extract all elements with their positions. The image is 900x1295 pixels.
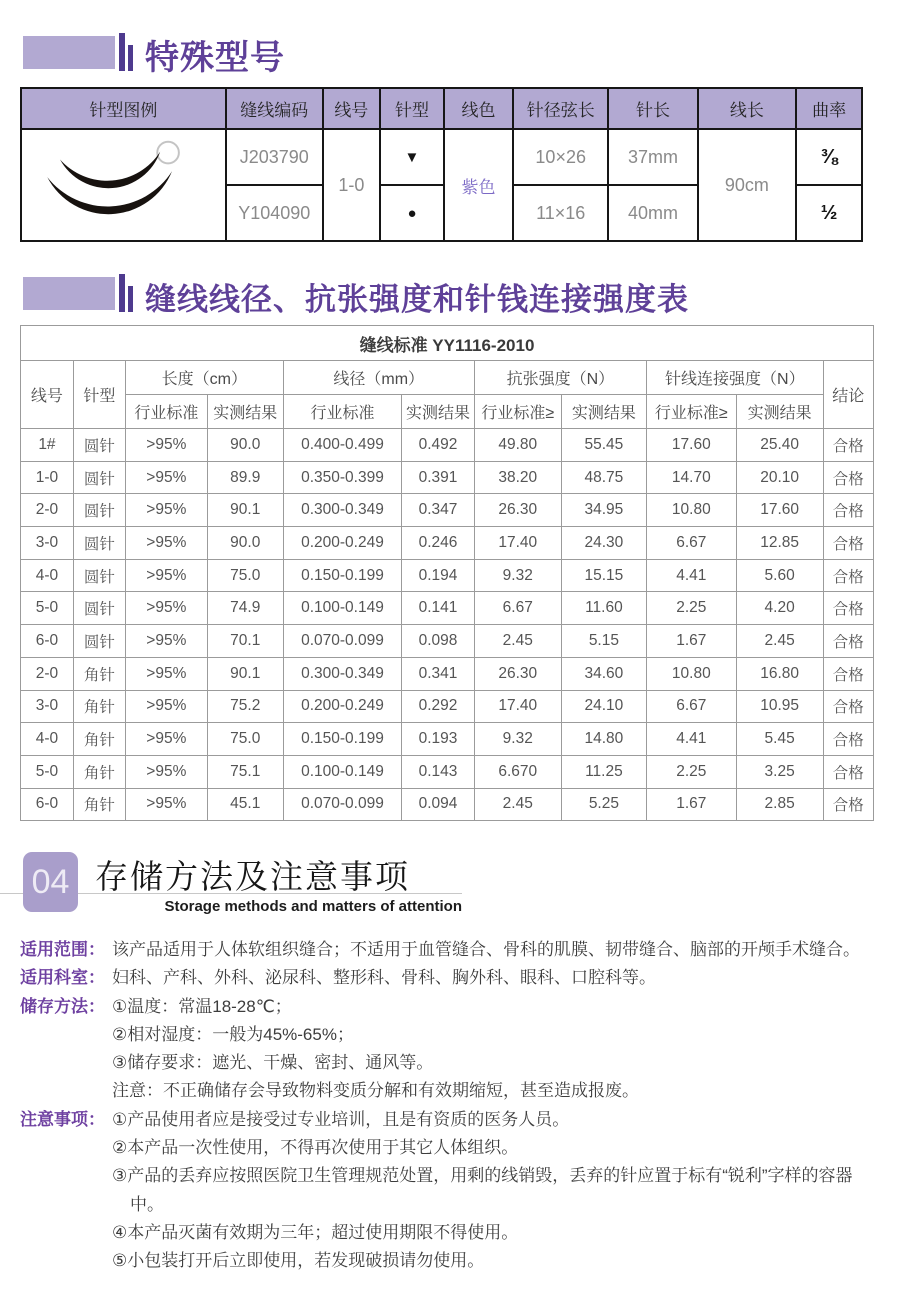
spec-cell: 1.67 [647,625,737,658]
spec-cell: 0.341 [402,657,475,690]
spec-cell: 2.45 [736,625,823,658]
spec-cell: 15.15 [561,559,646,592]
spec-cell: 0.292 [402,690,475,723]
spec-cell: 合格 [823,723,873,756]
spec-cell: >95% [125,657,207,690]
spec-cell: 0.347 [402,494,475,527]
spec-cell: 10.95 [736,690,823,723]
section4-subtitle: Storage methods and matters of attention [164,898,462,915]
note-item [20,1106,882,1276]
spec-cell: 9.32 [474,723,561,756]
decorative-bar-short [128,286,133,312]
spec-cell: 合格 [823,559,873,592]
suture-code: J203790 [226,129,323,185]
spec-row [21,527,874,560]
spec-row [21,788,874,821]
spec-cell: 26.30 [474,657,561,690]
spec-cell: >95% [125,625,207,658]
note-line: ③产品的丢弃应按照医院卫生管理规范处置，用剩的线销毁，丢弃的针应置于标有“锐利”字样的容器中。 [112,1166,853,1214]
spec-cell: 16.80 [736,657,823,690]
header-needle-type: 针型 [380,88,444,129]
header-thread-length: 线长 [698,88,797,129]
note-line: ②相对湿度：一般为45%-65%； [112,1024,354,1044]
note-label: 适用科室： [20,968,105,988]
spec-cell: 34.60 [561,657,646,690]
spec-cell: 90.0 [207,429,283,462]
spec-cell: 0.391 [402,461,475,494]
spec-cell: 75.1 [207,755,283,788]
section1-title: 特殊型号 [145,39,285,77]
note-label: 储存方法： [20,996,105,1016]
spec-cell: 5-0 [21,755,74,788]
spec-cell: 74.9 [207,592,283,625]
spec-cell: 0.300-0.349 [283,494,402,527]
note-line: ①温度：常温18-28℃； [112,996,292,1016]
spec-cell: 4.41 [647,559,737,592]
spec-cell: 合格 [823,788,873,821]
spec-cell: 11.60 [561,592,646,625]
spec-cell: 0.150-0.199 [283,723,402,756]
spec-cell: >95% [125,494,207,527]
spec-row [21,690,874,723]
spec-cell: >95% [125,755,207,788]
spec-cell: 合格 [823,657,873,690]
spec-cell: 0.194 [402,559,475,592]
spec-cell: 10.80 [647,494,737,527]
subheader: 行业标准≥ [647,395,737,429]
note-line: ①产品使用者应是接受过专业培训，且是有资质的医务人员。 [112,1109,570,1129]
spec-cell: >95% [125,527,207,560]
spec-cell: 4.20 [736,592,823,625]
special-model-table [20,87,863,242]
spec-cell: 圆针 [73,494,125,527]
spec-cell: 0.193 [402,723,475,756]
spec-row [21,657,874,690]
spec-cell: 0.200-0.249 [283,527,402,560]
subheader: 实测结果 [561,395,646,429]
spec-cell: 4-0 [21,559,74,592]
thread-no: 1-0 [323,129,380,241]
spec-cell: >95% [125,429,207,462]
spec-cell: 38.20 [474,461,561,494]
header-tensile-group: 抗张强度（N） [474,361,646,395]
spec-cell: 圆针 [73,592,125,625]
table-subheader-row [21,395,874,429]
spec-cell: 5.25 [561,788,646,821]
note-body [112,993,882,1106]
spec-cell: 0.350-0.399 [283,461,402,494]
spec-cell: 合格 [823,592,873,625]
section-number-badge: 04 [23,852,78,912]
spec-cell: 0.094 [402,788,475,821]
needle-length: 40mm [608,185,697,241]
suture-code: Y104090 [226,185,323,241]
note-body [112,936,882,964]
chord-length: 11×16 [513,185,608,241]
cutting-needle-icon: ▼ [380,129,444,185]
section4-header [0,850,900,930]
spec-cell: 0.300-0.349 [283,657,402,690]
note-line: ⑤小包装打开后立即使用，若发现破损请勿使用。 [112,1251,485,1271]
table-group-header-row [21,361,874,395]
spec-cell: 5-0 [21,592,74,625]
spec-cell: 5.60 [736,559,823,592]
spec-cell: >95% [125,690,207,723]
spec-cell: 角针 [73,755,125,788]
spec-cell: 3-0 [21,527,74,560]
note-item [20,993,882,1106]
spec-cell: 24.10 [561,690,646,723]
spec-cell: 2.45 [474,625,561,658]
note-line: ②本产品一次性使用，不得再次使用于其它人体组织。 [112,1138,519,1158]
note-item [20,964,882,992]
spec-table-body [21,429,874,821]
spec-row [21,625,874,658]
spec-cell: 0.200-0.249 [283,690,402,723]
spec-cell: 4-0 [21,723,74,756]
section4-title: 存储方法及注意事项 [95,858,410,895]
spec-cell: 角针 [73,657,125,690]
spec-cell: 55.45 [561,429,646,462]
spec-cell: 0.070-0.099 [283,625,402,658]
header-thread-no: 线号 [323,88,380,129]
spec-cell: 4.41 [647,723,737,756]
subheader: 实测结果 [736,395,823,429]
section2-title: 缝线线径、抗张强度和针钱连接强度表 [145,282,689,317]
note-label: 注意事项： [20,1109,105,1129]
round-needle-icon: ● [380,185,444,241]
spec-cell: 0.100-0.149 [283,755,402,788]
spec-cell: 6.67 [647,527,737,560]
spec-cell: 75.2 [207,690,283,723]
spec-cell: 20.10 [736,461,823,494]
spec-cell: 0.070-0.099 [283,788,402,821]
spec-cell: 6-0 [21,625,74,658]
spec-cell: 0.150-0.199 [283,559,402,592]
curved-needle-icon [22,130,225,240]
spec-row [21,494,874,527]
spec-cell: 89.9 [207,461,283,494]
spec-cell: 3.25 [736,755,823,788]
spec-cell: 75.0 [207,559,283,592]
spec-cell: 17.60 [736,494,823,527]
spec-cell: 1-0 [21,461,74,494]
note-line: ③储存要求：遮光、干燥、密封、通风等。 [112,1053,434,1073]
spec-cell: 90.1 [207,494,283,527]
thread-length: 90cm [698,129,797,241]
spec-cell: 10.80 [647,657,737,690]
spec-cell: 合格 [823,494,873,527]
spec-row [21,461,874,494]
header-needle-diagram: 针型图例 [21,88,226,129]
spec-row [21,592,874,625]
spec-cell: 圆针 [73,429,125,462]
note-item [20,936,882,964]
spec-cell: 角针 [73,690,125,723]
table-header-row [21,88,862,129]
subheader: 实测结果 [402,395,475,429]
note-body [112,1106,882,1276]
spec-cell: 17.60 [647,429,737,462]
spec-cell: 角针 [73,788,125,821]
spec-cell: 合格 [823,755,873,788]
spec-cell: 合格 [823,429,873,462]
table-row [21,129,862,185]
spec-cell: 5.45 [736,723,823,756]
spec-row [21,723,874,756]
table-caption-row [21,326,874,361]
needle-diagram-cell [21,129,226,241]
header-length-group: 长度（cm） [125,361,283,395]
spec-cell: 3-0 [21,690,74,723]
spec-cell: 合格 [823,690,873,723]
decorative-bar-short [128,45,133,71]
decorative-rectangle [23,277,115,310]
header-diameter-group: 线径（mm） [283,361,474,395]
note-line: 妇科、产科、外科、泌尿科、整形科、骨科、胸外科、眼科、口腔科等。 [112,968,656,988]
curvature: ⅜ [796,129,862,185]
spec-cell: 45.1 [207,788,283,821]
header-attachment-group: 针线连接强度（N） [647,361,824,395]
spec-cell: 11.25 [561,755,646,788]
spec-cell: >95% [125,723,207,756]
spec-cell: 0.400-0.499 [283,429,402,462]
spec-cell: 圆针 [73,559,125,592]
spec-cell: 90.0 [207,527,283,560]
spec-cell: 75.0 [207,723,283,756]
spec-cell: 5.15 [561,625,646,658]
spec-cell: 0.100-0.149 [283,592,402,625]
spec-row [21,755,874,788]
header-suture-code: 缝线编码 [226,88,323,129]
table-caption: 缝线标准 YY1116-2010 [21,326,874,361]
header-thread-color: 线色 [444,88,513,129]
spec-cell: 90.1 [207,657,283,690]
spec-cell: 14.80 [561,723,646,756]
note-body [112,964,882,992]
header-thread-no: 线号 [21,361,74,429]
spec-cell: 1# [21,429,74,462]
spec-cell: 圆针 [73,461,125,494]
spec-cell: 9.32 [474,559,561,592]
note-line: ④本产品灭菌有效期为三年；超过使用期限不得使用。 [112,1222,519,1242]
curvature: ½ [796,185,862,241]
spec-cell: 合格 [823,625,873,658]
spec-cell: 0.141 [402,592,475,625]
chord-length: 10×26 [513,129,608,185]
note-line: 注意：不正确储存会导致物料变质分解和有效期缩短，甚至造成报废。 [112,1081,639,1101]
spec-cell: >95% [125,592,207,625]
spec-row [21,559,874,592]
spec-cell: >95% [125,788,207,821]
spec-cell: 合格 [823,461,873,494]
spec-cell: 0.492 [402,429,475,462]
spec-cell: 14.70 [647,461,737,494]
spec-cell: 2.85 [736,788,823,821]
spec-cell: 49.80 [474,429,561,462]
spec-cell: 17.40 [474,690,561,723]
spec-cell: >95% [125,559,207,592]
spec-cell: 2.45 [474,788,561,821]
spec-cell: 25.40 [736,429,823,462]
spec-cell: 6.67 [474,592,561,625]
header-needle-type: 针型 [73,361,125,429]
subheader: 行业标准 [283,395,402,429]
spec-row [21,429,874,462]
decorative-bar-tall [119,274,125,312]
spec-cell: 圆针 [73,625,125,658]
thread-color: 紫色 [444,129,513,241]
spec-cell: 角针 [73,723,125,756]
spec-cell: 48.75 [561,461,646,494]
spec-cell: >95% [125,461,207,494]
spec-cell: 2-0 [21,657,74,690]
subheader: 行业标准≥ [474,395,561,429]
spec-cell: 70.1 [207,625,283,658]
spec-cell: 17.40 [474,527,561,560]
spec-cell: 0.143 [402,755,475,788]
needle-length: 37mm [608,129,697,185]
spec-cell: 6-0 [21,788,74,821]
spec-cell: 24.30 [561,527,646,560]
header-curvature: 曲率 [796,88,862,129]
spec-cell: 26.30 [474,494,561,527]
spec-cell: 2-0 [21,494,74,527]
spec-cell: 6.670 [474,755,561,788]
notes-list [20,936,882,1276]
spec-cell: 6.67 [647,690,737,723]
decorative-bar-tall [119,33,125,71]
note-line: 该产品适用于人体软组织缝合；不适用于血管缝合、骨科的肌膜、韧带缝合、脑部的开颅手术缝合。 [112,940,860,959]
spec-cell: 0.246 [402,527,475,560]
spec-cell: 合格 [823,527,873,560]
header-needle-length: 针长 [608,88,697,129]
spec-cell: 34.95 [561,494,646,527]
spec-cell: 2.25 [647,592,737,625]
spec-cell: 12.85 [736,527,823,560]
spec-cell: 0.098 [402,625,475,658]
subheader: 行业标准 [125,395,207,429]
note-label: 适用范围： [20,940,105,959]
spec-cell: 2.25 [647,755,737,788]
header-conclusion: 结论 [823,361,873,429]
spec-cell: 圆针 [73,527,125,560]
decorative-rectangle [23,36,115,69]
suture-standard-table [20,325,874,821]
subheader: 实测结果 [207,395,283,429]
header-chord-length: 针径弦长 [513,88,608,129]
spec-cell: 1.67 [647,788,737,821]
